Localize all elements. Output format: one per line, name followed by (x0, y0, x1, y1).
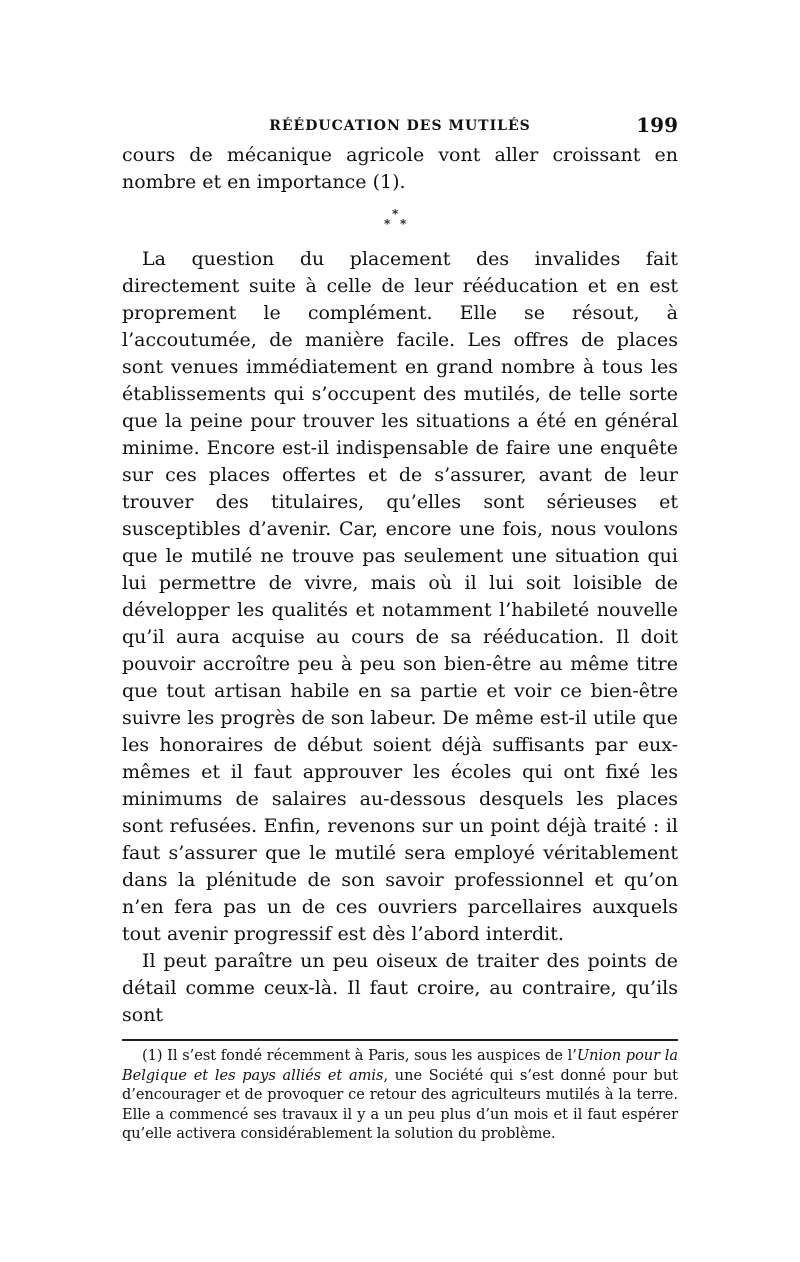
body-text (122, 142, 678, 1029)
page-number: 199 (636, 113, 678, 137)
running-title: RÉÉDUCATION DES MUTILÉS (269, 118, 531, 134)
asterism-star-top: * (392, 207, 399, 221)
asterism-separator (122, 196, 678, 246)
paragraph-continued: cours de mécanique agricole vont aller croissant en nombre et en importance (1). (122, 144, 678, 193)
book-page (122, 110, 678, 1145)
asterism-star-left: * (384, 217, 391, 231)
asterism-star-right: * (400, 217, 407, 231)
footnote (122, 1047, 678, 1145)
footnote-italic-society: Union pour la Belgique et les pays alliés et amis (122, 1048, 679, 1084)
running-head (122, 110, 678, 142)
footnote-text-start: (1) Il s’est fondé récemment à Paris, sous les auspices de l’ (142, 1048, 577, 1064)
paragraph-details: Il peut paraître un peu oiseux de traiter des points de détail comme ceux-là. Il faut croire, au contraire, qu’ils sont (122, 950, 678, 1026)
footnote-text-end: , une Société qui s’est donné pour but d’encourager et de provoquer ce retour des agriculteurs mutilés à la terre. Elle a commencé ses travaux il y a un peu plus d’un mois et il faut espérer qu’elle activera considérablement la solution du problème. (122, 1067, 678, 1142)
footnote-rule (122, 1039, 678, 1041)
paragraph-placement: La question du placement des invalides fait directement suite à celle de leur rééducation et en est proprement le complément. Elle se résout, à l’accoutumée, de manière facile. Les offres de places sont venues immédiatement en grand nombre à tous les établissements qui s’occupent des mutilés, de telle sorte que la peine pour trouver les situations a été en général minime. Encore est-il indispensable de faire une enquête sur ces places offertes et de s’assurer, avant de leur trouver des titulaires, qu’elles sont sérieuses et susceptibles d’avenir. Car, encore une fois, nous voulons que le mutilé ne trouve pas seulement une situation qui lui permettre de vivre, mais où il lui soit loisible de développer les qualités et notamment l’habileté nouvelle qu’il aura acquise au cours de sa rééducation. Il doit pouvoir accroître peu à peu son bien-être au même titre que tout artisan habile en sa partie et voir ce bien-être suivre les progrès de son labeur. De même est-il utile que les honoraires de début soient déjà suffisants par eux-mêmes et il faut approuver les écoles qui ont fixé les minimums de salaires au-dessous desquels les places sont refusées. Enfin, revenons sur un point déjà traité : il faut s’assurer que le mutilé sera employé véritablement dans la plénitude de son savoir professionnel et qu’on n’en fera pas un de ces ouvriers parcellaires auxquels tout avenir progressif est dès l’abord interdit. (122, 248, 678, 945)
